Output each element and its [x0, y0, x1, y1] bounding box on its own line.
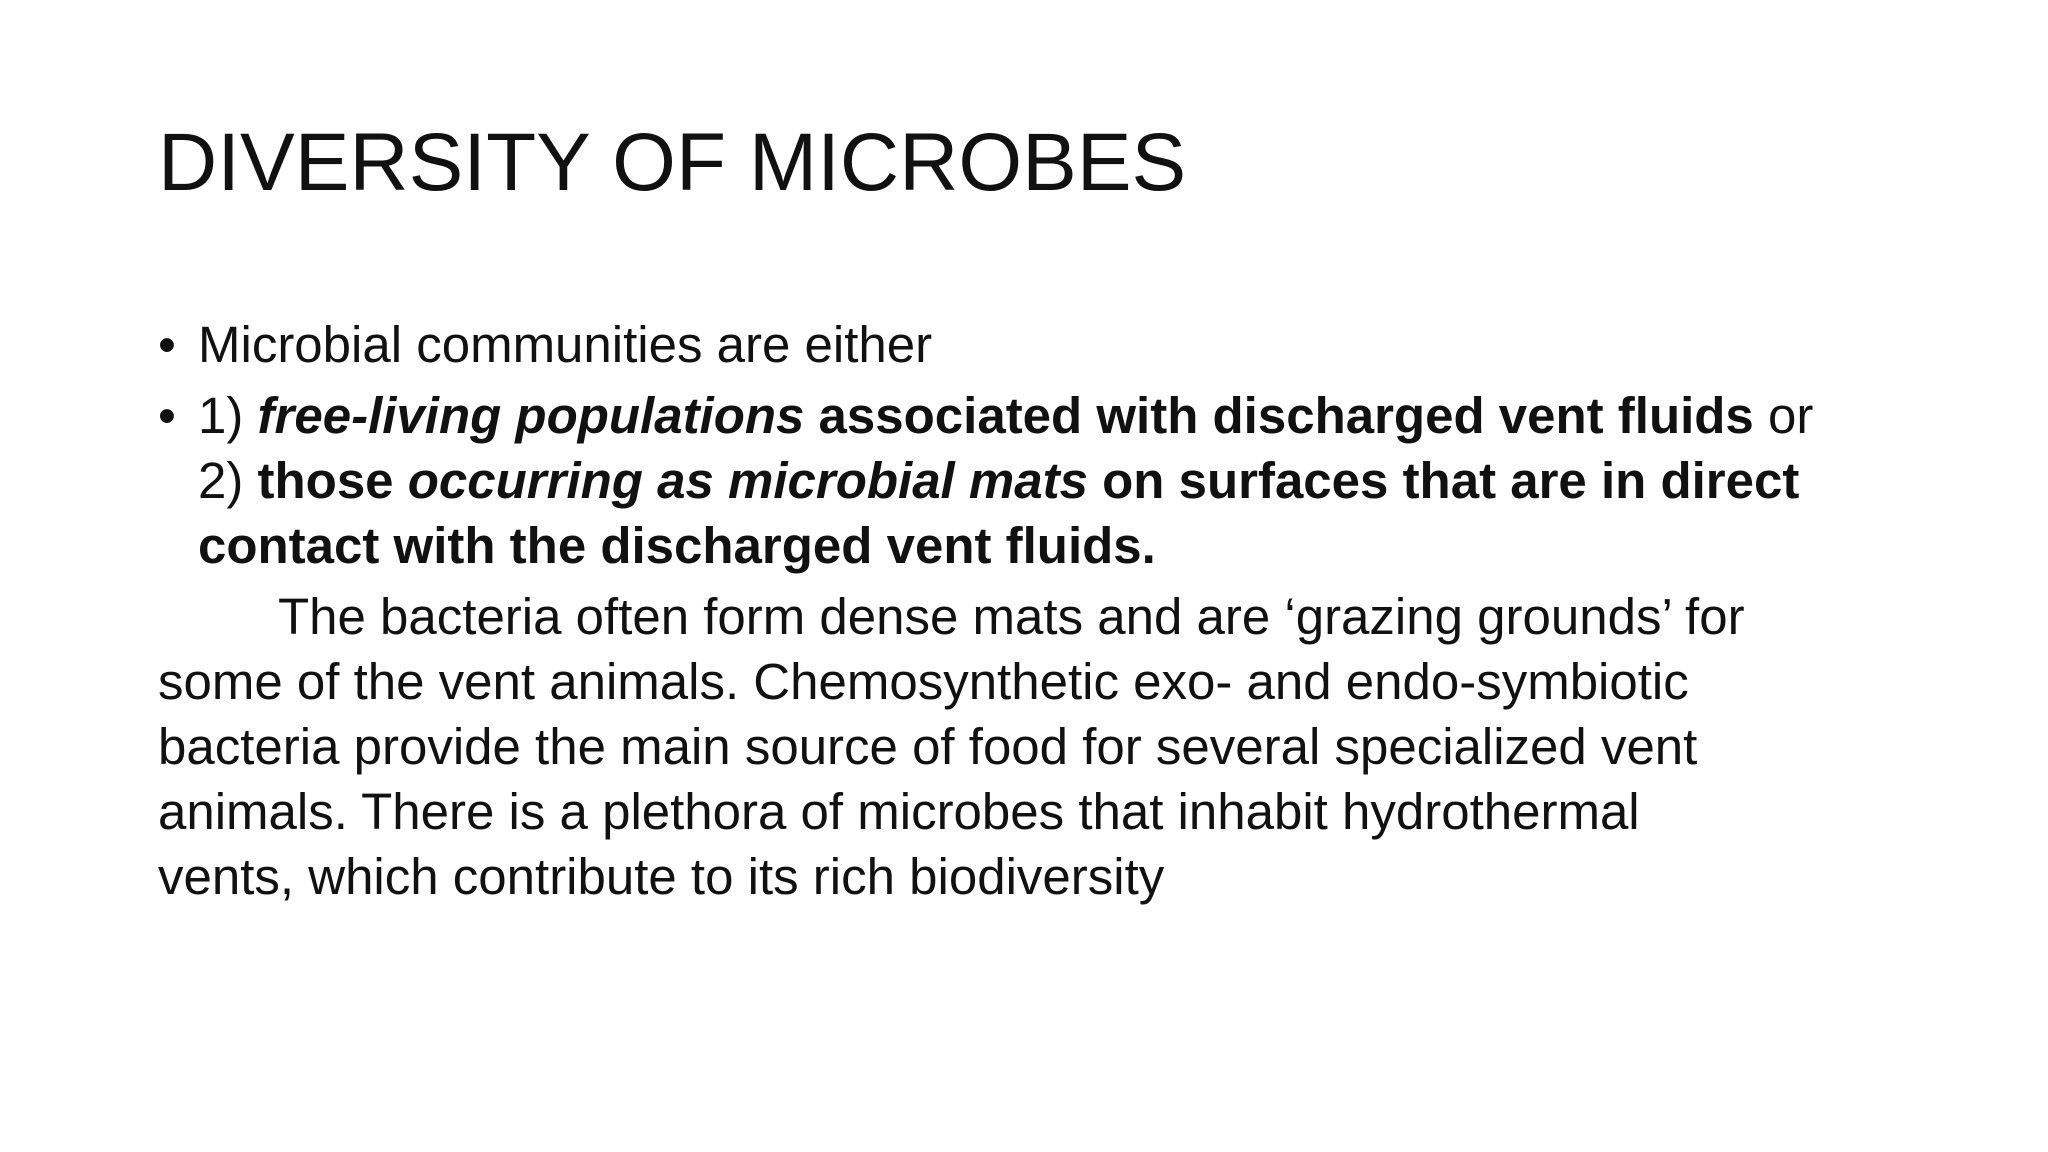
bullet-emphasis: free-living populations — [257, 387, 805, 444]
bullet-item — [158, 312, 1898, 377]
bullet-line — [198, 513, 1898, 578]
paragraph-line: animals. There is a plethora of microbes that inhabit hydrothermal — [158, 783, 1640, 840]
bullet-number: 1) — [198, 387, 258, 444]
slide-title: DIVERSITY OF MICROBES — [158, 117, 1187, 208]
bullet-emphasis: occurring as microbial mats — [407, 452, 1088, 509]
bullet-number: 2) — [198, 452, 258, 509]
bullet-item — [158, 383, 1898, 578]
paragraph-line: some of the vent animals. Chemosynthetic exo- and endo-symbiotic — [158, 653, 1689, 710]
paragraph-line: vents, which contribute to its rich biodiversity — [158, 848, 1165, 905]
bullet-text: Microbial communities are either — [198, 316, 933, 373]
bullet-bold: those — [257, 452, 408, 509]
slide-content — [158, 312, 1898, 909]
bullet-line — [198, 448, 1898, 513]
bullet-dot-icon: • — [158, 387, 176, 444]
bullet-bold: contact with the discharged vent fluids. — [198, 517, 1156, 574]
bullet-bold: associated with discharged vent fluids — [804, 387, 1754, 444]
body-paragraph — [158, 584, 1898, 909]
paragraph-line: The bacteria often form dense mats and are ‘grazing grounds’ for — [278, 588, 1745, 645]
bullet-line — [198, 383, 1898, 448]
bullet-dot-icon: • — [158, 316, 176, 373]
paragraph-line: bacteria provide the main source of food for several specialized vent — [158, 718, 1698, 775]
bullet-bold: on surfaces that are in direct — [1087, 452, 1800, 509]
bullet-connector: or — [1753, 387, 1814, 444]
